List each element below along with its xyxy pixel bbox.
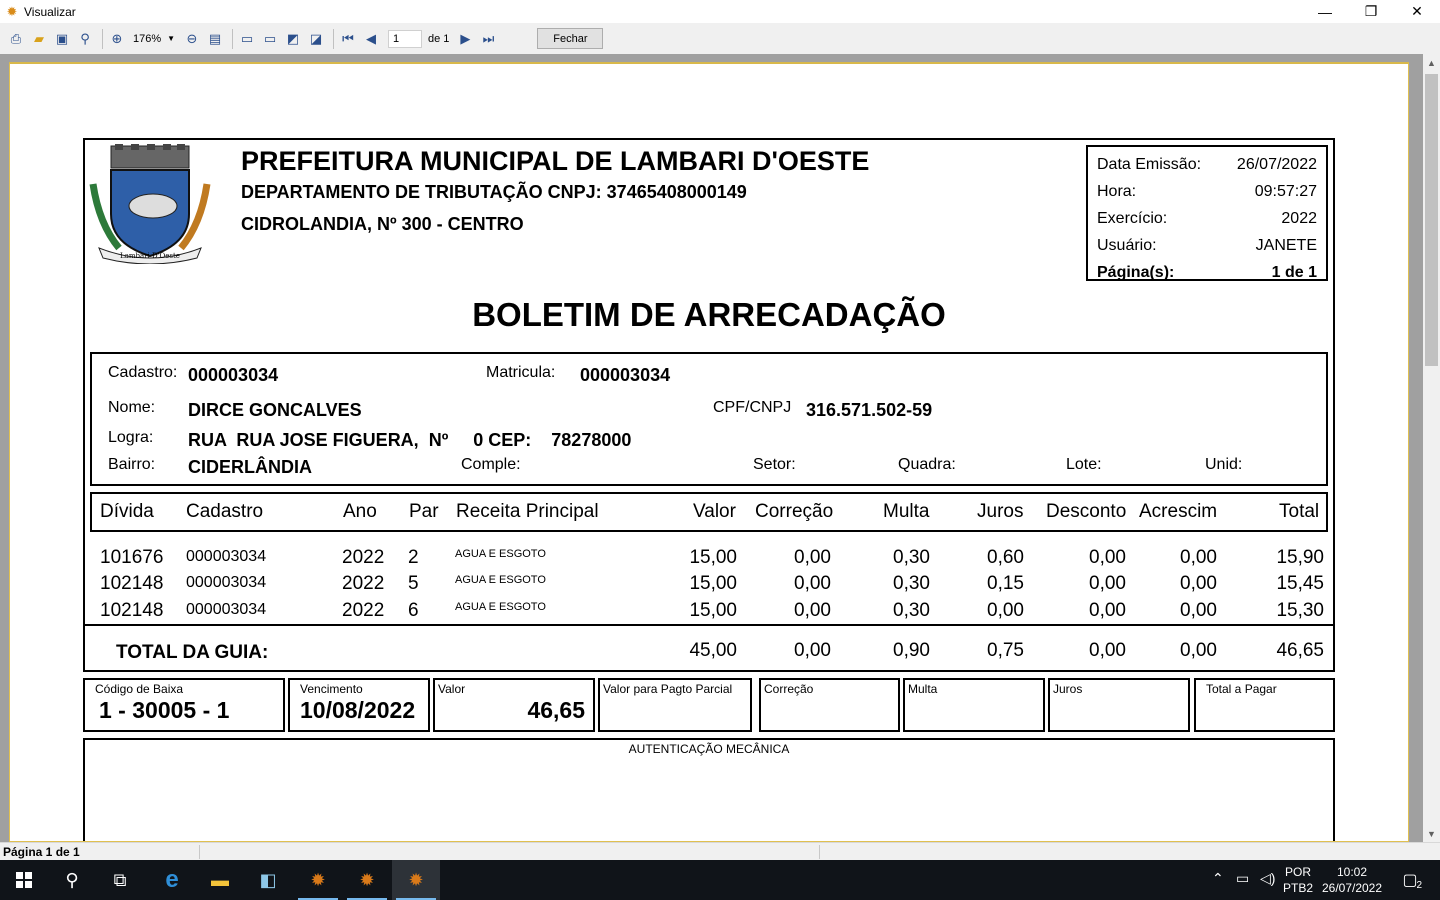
multa-box	[903, 678, 1045, 732]
total-acrescim: 0,00	[1180, 640, 1217, 661]
total-desconto: 0,00	[1089, 640, 1126, 661]
emission-info-box	[1086, 145, 1328, 281]
total-geral: 46,65	[1276, 640, 1324, 661]
multa-label: Multa	[908, 682, 938, 696]
correcao-box	[759, 678, 900, 732]
logo-caption: Lambari D'Oeste	[120, 252, 180, 260]
col-ano: Ano	[343, 501, 377, 522]
total-multa: 0,90	[893, 640, 930, 661]
document-title: BOLETIM DE ARRECADAÇÃO	[472, 296, 946, 333]
user-value: JANETE	[1255, 236, 1317, 254]
file-explorer-icon[interactable]: ▬	[211, 869, 229, 890]
cell-multa: 0,30	[893, 573, 930, 594]
vencimento-box	[288, 678, 430, 732]
cell-divida: 102148	[100, 600, 164, 621]
quadra-label: Quadra:	[898, 456, 956, 473]
page-setup-icon[interactable]: ◩	[286, 30, 300, 46]
col-divida: Dívida	[100, 501, 154, 522]
mechanical-authentication-box	[83, 738, 1335, 842]
next-page-icon[interactable]: ▶	[460, 30, 471, 46]
network-icon[interactable]: ▭	[1236, 870, 1250, 886]
codigo-baixa-label: Código de Baixa	[95, 682, 184, 696]
app-orange-icon-2[interactable]: ✹	[343, 860, 391, 900]
save-icon[interactable]: ▣	[55, 30, 69, 46]
total-pagar-label: Total a Pagar	[1206, 682, 1277, 696]
cell-total: 15,30	[1276, 600, 1324, 621]
cpf-value: 316.571.502-59	[806, 400, 933, 420]
last-page-icon[interactable]: ⏭	[482, 30, 495, 46]
task-view-icon[interactable]: ⧉	[113, 869, 127, 890]
cadastro-label: Cadastro:	[108, 364, 178, 381]
close-button[interactable]: ✕	[1411, 3, 1423, 19]
lote-label: Lote:	[1066, 456, 1102, 473]
cell-ano: 2022	[342, 600, 385, 621]
cell-acrescim: 0,00	[1180, 600, 1217, 621]
juros-box	[1048, 678, 1190, 732]
page-count: de 1	[428, 32, 450, 45]
open-folder-icon[interactable]: ▰	[34, 30, 44, 46]
scroll-thumb[interactable]	[1425, 74, 1438, 366]
cell-juros: 0,00	[987, 600, 1024, 621]
zoom-in-icon[interactable]: ⊕	[111, 30, 123, 46]
clock-time: 10:02	[1336, 865, 1368, 879]
first-page-icon[interactable]: ⏮	[342, 30, 354, 46]
taxpayer-box	[90, 352, 1328, 486]
col-acrescim: Acrescim	[1139, 501, 1218, 522]
setor-label: Setor:	[753, 456, 796, 473]
nome-value: DIRCE GONCALVES	[188, 400, 362, 420]
notification-icon[interactable]: ▢ 2	[1402, 872, 1422, 891]
matricula-label: Matricula:	[486, 364, 556, 381]
cell-receita: AGUA E ESGOTO	[455, 601, 546, 613]
report-viewer	[0, 54, 1440, 842]
cell-divida: 102148	[100, 573, 164, 594]
org-name: PREFEITURA MUNICIPAL DE LAMBARI D'OESTE	[241, 146, 870, 176]
cell-total: 15,90	[1276, 547, 1324, 568]
find-icon[interactable]: ⚲	[80, 30, 90, 46]
pagto-parcial-label: Valor para Pagto Parcial	[603, 682, 733, 696]
app-book-icon[interactable]: ◧	[259, 869, 277, 890]
cell-receita: AGUA E ESGOTO	[455, 548, 546, 560]
hour-label: Hora:	[1097, 182, 1137, 200]
scroll-up-icon[interactable]: ▲	[1427, 57, 1436, 68]
total-valor: 45,00	[689, 640, 737, 661]
app-orange-icon-1[interactable]: ✹	[294, 860, 342, 900]
cell-desconto: 0,00	[1089, 573, 1126, 594]
pages-value: 1 de 1	[1271, 263, 1317, 281]
valor-box	[433, 678, 595, 732]
complemento-label: Comple:	[461, 456, 521, 473]
correcao-label: Correção	[764, 682, 814, 696]
notification-count: 2	[1416, 880, 1422, 891]
col-par: Par	[409, 501, 439, 522]
col-multa: Multa	[883, 501, 930, 522]
col-valor: Valor	[693, 501, 736, 522]
zoom-value: 176%	[133, 32, 162, 45]
print-icon[interactable]: ⎙	[10, 30, 22, 46]
department: DEPARTAMENTO DE TRIBUTAÇÃO CNPJ: 37465408000149	[241, 182, 747, 202]
valor-label: Valor	[438, 682, 466, 696]
cell-correcao: 0,00	[794, 600, 831, 621]
vertical-scrollbar[interactable]	[1423, 54, 1440, 842]
exercise-value: 2022	[1281, 209, 1317, 227]
cell-divida: 101676	[100, 547, 164, 568]
cell-multa: 0,30	[893, 600, 930, 621]
col-cadastro: Cadastro	[186, 501, 264, 522]
cell-juros: 0,15	[987, 573, 1024, 594]
logradouro-label: Logra:	[108, 429, 154, 446]
scroll-down-icon[interactable]: ▼	[1427, 828, 1436, 839]
window-controls	[1302, 0, 1440, 23]
chevron-up-icon[interactable]: ⌃	[1212, 870, 1224, 886]
cell-multa: 0,30	[893, 547, 930, 568]
status-bar	[0, 842, 1440, 860]
cpf-label: CPF/CNPJ	[713, 399, 792, 416]
zoom-select[interactable]	[130, 30, 178, 48]
hour-value: 09:57:27	[1254, 182, 1317, 200]
edge-browser-icon[interactable]: e	[165, 866, 179, 893]
cell-desconto: 0,00	[1089, 547, 1126, 568]
start-icon[interactable]	[0, 860, 48, 900]
emission-date: 26/07/2022	[1236, 155, 1317, 173]
vencimento-label: Vencimento	[300, 682, 363, 696]
cell-valor: 15,00	[689, 600, 737, 621]
page-number-input[interactable]: 1	[388, 30, 422, 48]
total-label: TOTAL DA GUIA:	[116, 642, 269, 663]
maximize-button[interactable]: ❐	[1364, 3, 1378, 19]
language-indicator[interactable]	[1280, 860, 1316, 900]
col-desconto: Desconto	[1046, 501, 1127, 522]
app-orange-icon-3[interactable]: ✹	[392, 860, 440, 900]
cell-acrescim: 0,00	[1180, 573, 1217, 594]
cadastro-value: 000003034	[188, 365, 279, 385]
volume-icon[interactable]: ◁)	[1260, 870, 1276, 886]
cell-acrescim: 0,00	[1180, 547, 1217, 568]
minimize-button[interactable]: —	[1318, 3, 1332, 20]
codigo-baixa-value: 1 - 30005 - 1	[99, 697, 230, 723]
toolbar	[0, 23, 1440, 54]
bairro-value: CIDERLÂNDIA	[188, 457, 312, 477]
cell-cadastro: 000003034	[186, 548, 267, 565]
col-correcao: Correção	[755, 501, 834, 522]
clock[interactable]	[1318, 860, 1386, 900]
cell-valor: 15,00	[689, 573, 737, 594]
search-icon[interactable]: ⚲	[65, 869, 79, 890]
window-title: Visualizar	[24, 4, 76, 19]
cell-ano: 2022	[342, 547, 385, 568]
valor-value: 46,65	[527, 697, 585, 723]
total-correcao: 0,00	[794, 640, 831, 661]
cell-cadastro: 000003034	[186, 574, 267, 591]
edit-icon[interactable]: ◪	[309, 30, 323, 46]
prev-page-icon[interactable]: ◀	[366, 30, 376, 46]
chevron-down-icon: ▼	[167, 34, 175, 43]
title-bar	[0, 0, 1440, 23]
language-secondary: PTB2	[1282, 881, 1313, 895]
unid-label: Unid:	[1205, 456, 1243, 473]
cell-ano: 2022	[342, 573, 385, 594]
cell-par: 5	[408, 573, 419, 594]
codigo-baixa-box	[83, 678, 285, 732]
bairro-label: Bairro:	[108, 456, 156, 473]
zoom-out-icon[interactable]: ⊖	[186, 30, 198, 46]
matricula-value: 000003034	[580, 365, 671, 385]
language-primary: POR	[1284, 865, 1311, 879]
cell-par: 2	[408, 547, 419, 568]
app-icon: ✹	[6, 3, 18, 19]
municipal-coat-of-arms	[89, 144, 211, 264]
pages-label: Página(s):	[1097, 263, 1175, 281]
authentication-label: AUTENTICAÇÃO MECÂNICA	[628, 742, 790, 756]
single-page-icon[interactable]: ▭	[240, 30, 254, 46]
cell-cadastro: 000003034	[186, 601, 267, 618]
cell-correcao: 0,00	[794, 547, 831, 568]
user-label: Usuário:	[1097, 236, 1157, 254]
status-page: Página 1 de 1	[3, 844, 80, 859]
fit-page-icon[interactable]: ▤	[208, 30, 222, 46]
exercise-label: Exercício:	[1097, 209, 1168, 227]
org-address: CIDROLANDIA, Nº 300 - CENTRO	[241, 214, 524, 234]
juros-label: Juros	[1053, 682, 1083, 696]
vencimento-value: 10/08/2022	[300, 697, 416, 723]
cell-receita: AGUA E ESGOTO	[455, 574, 546, 586]
col-receita: Receita Principal	[456, 501, 599, 522]
report-page	[9, 62, 1409, 842]
page-width-icon[interactable]: ▭	[263, 30, 277, 46]
col-juros: Juros	[977, 501, 1024, 522]
total-juros: 0,75	[987, 640, 1024, 661]
total-pagar-box	[1194, 678, 1335, 732]
cell-par: 6	[408, 600, 419, 621]
logradouro-value: RUA RUA JOSE FIGUERA, Nº 0 CEP: 78278000	[188, 430, 632, 450]
clock-date: 26/07/2022	[1321, 881, 1383, 895]
cell-total: 15,45	[1276, 573, 1324, 594]
cell-valor: 15,00	[689, 547, 737, 568]
taskbar	[0, 860, 1440, 900]
nome-label: Nome:	[108, 399, 156, 416]
report-frame	[83, 138, 1335, 672]
col-total: Total	[1279, 501, 1320, 522]
cell-correcao: 0,00	[794, 573, 831, 594]
cell-desconto: 0,00	[1089, 600, 1126, 621]
emission-date-label: Data Emissão:	[1097, 155, 1202, 173]
table-header	[90, 492, 1328, 532]
fechar-button[interactable]: Fechar	[537, 28, 603, 49]
pagto-parcial-box	[598, 678, 752, 732]
cell-juros: 0,60	[987, 547, 1024, 568]
